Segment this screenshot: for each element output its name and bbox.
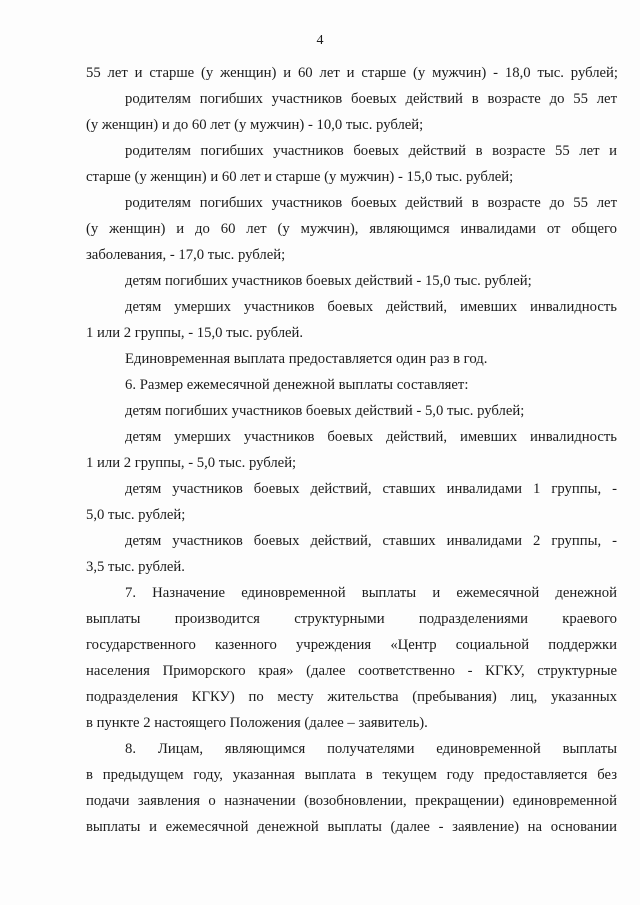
text-line: 7. Назначение единовременной выплаты и ежемесячной денежной [125,585,617,601]
text-line: 8. Лицам, являющимся получателями единовременной выплаты [125,741,617,757]
text-line: (у женщин) и до 60 лет (у мужчин), являющимся инвалидами от общего [86,221,617,237]
text-line: 5,0 тыс. рублей; [86,507,186,523]
text-line: 1 или 2 группы, - 5,0 тыс. рублей; [86,455,297,471]
text-line: подачи заявления о назначении (возобновлении, прекращении) единовременной [86,793,617,809]
text-line: детям умерших участников боевых действий, имевших инвалидность [125,429,617,445]
text-line: в предыдущем году, указанная выплата в текущем году предоставляется без [86,767,617,783]
text-line: детям участников боевых действий, ставших инвалидами 1 группы, - [125,481,617,497]
text-line: родителям погибших участников боевых действий в возрасте до 55 лет [125,195,617,211]
text-line: подразделения КГКУ) по месту жительства (пребывания) лиц, указанных [86,689,617,705]
text-line: родителям погибших участников боевых действий в возрасте 55 лет и [125,143,617,159]
text-line: выплаты и ежемесячной денежной выплаты (далее - заявление) на основании [86,819,617,835]
text-line: детям участников боевых действий, ставших инвалидами 2 группы, - [125,533,617,549]
text-line: выплаты производится структурными подразделениями краевого [86,611,617,627]
text-line: государственного казенного учреждения «Центр социальной поддержки [86,637,617,653]
text-line: 1 или 2 группы, - 15,0 тыс. рублей. [86,325,304,341]
page-number: 4 [316,33,324,48]
text-line: (у женщин) и до 60 лет (у мужчин) - 10,0 тыс. рублей; [86,117,424,133]
text-line: населения Приморского края» (далее соответственно - КГКУ, структурные [86,663,617,679]
text-line: заболевания, - 17,0 тыс. рублей; [86,247,286,263]
text-line: детям погибших участников боевых действий - 15,0 тыс. рублей; [125,273,532,289]
text-line: детям погибших участников боевых действий - 5,0 тыс. рублей; [125,403,525,419]
text-line: 3,5 тыс. рублей. [86,559,185,575]
text-line: детям умерших участников боевых действий, имевших инвалидность [125,299,617,315]
text-line: 55 лет и старше (у женщин) и 60 лет и старше (у мужчин) - 18,0 тыс. рублей; [86,65,618,81]
text-line: старше (у женщин) и 60 лет и старше (у мужчин) - 15,0 тыс. рублей; [86,169,514,185]
text-line: родителям погибших участников боевых действий в возрасте до 55 лет [125,91,617,107]
text-line: Единовременная выплата предоставляется один раз в год. [125,351,488,367]
text-line: 6. Размер ежемесячной денежной выплаты составляет: [125,377,469,393]
text-line: в пункте 2 настоящего Положения (далее – заявитель). [86,715,428,731]
